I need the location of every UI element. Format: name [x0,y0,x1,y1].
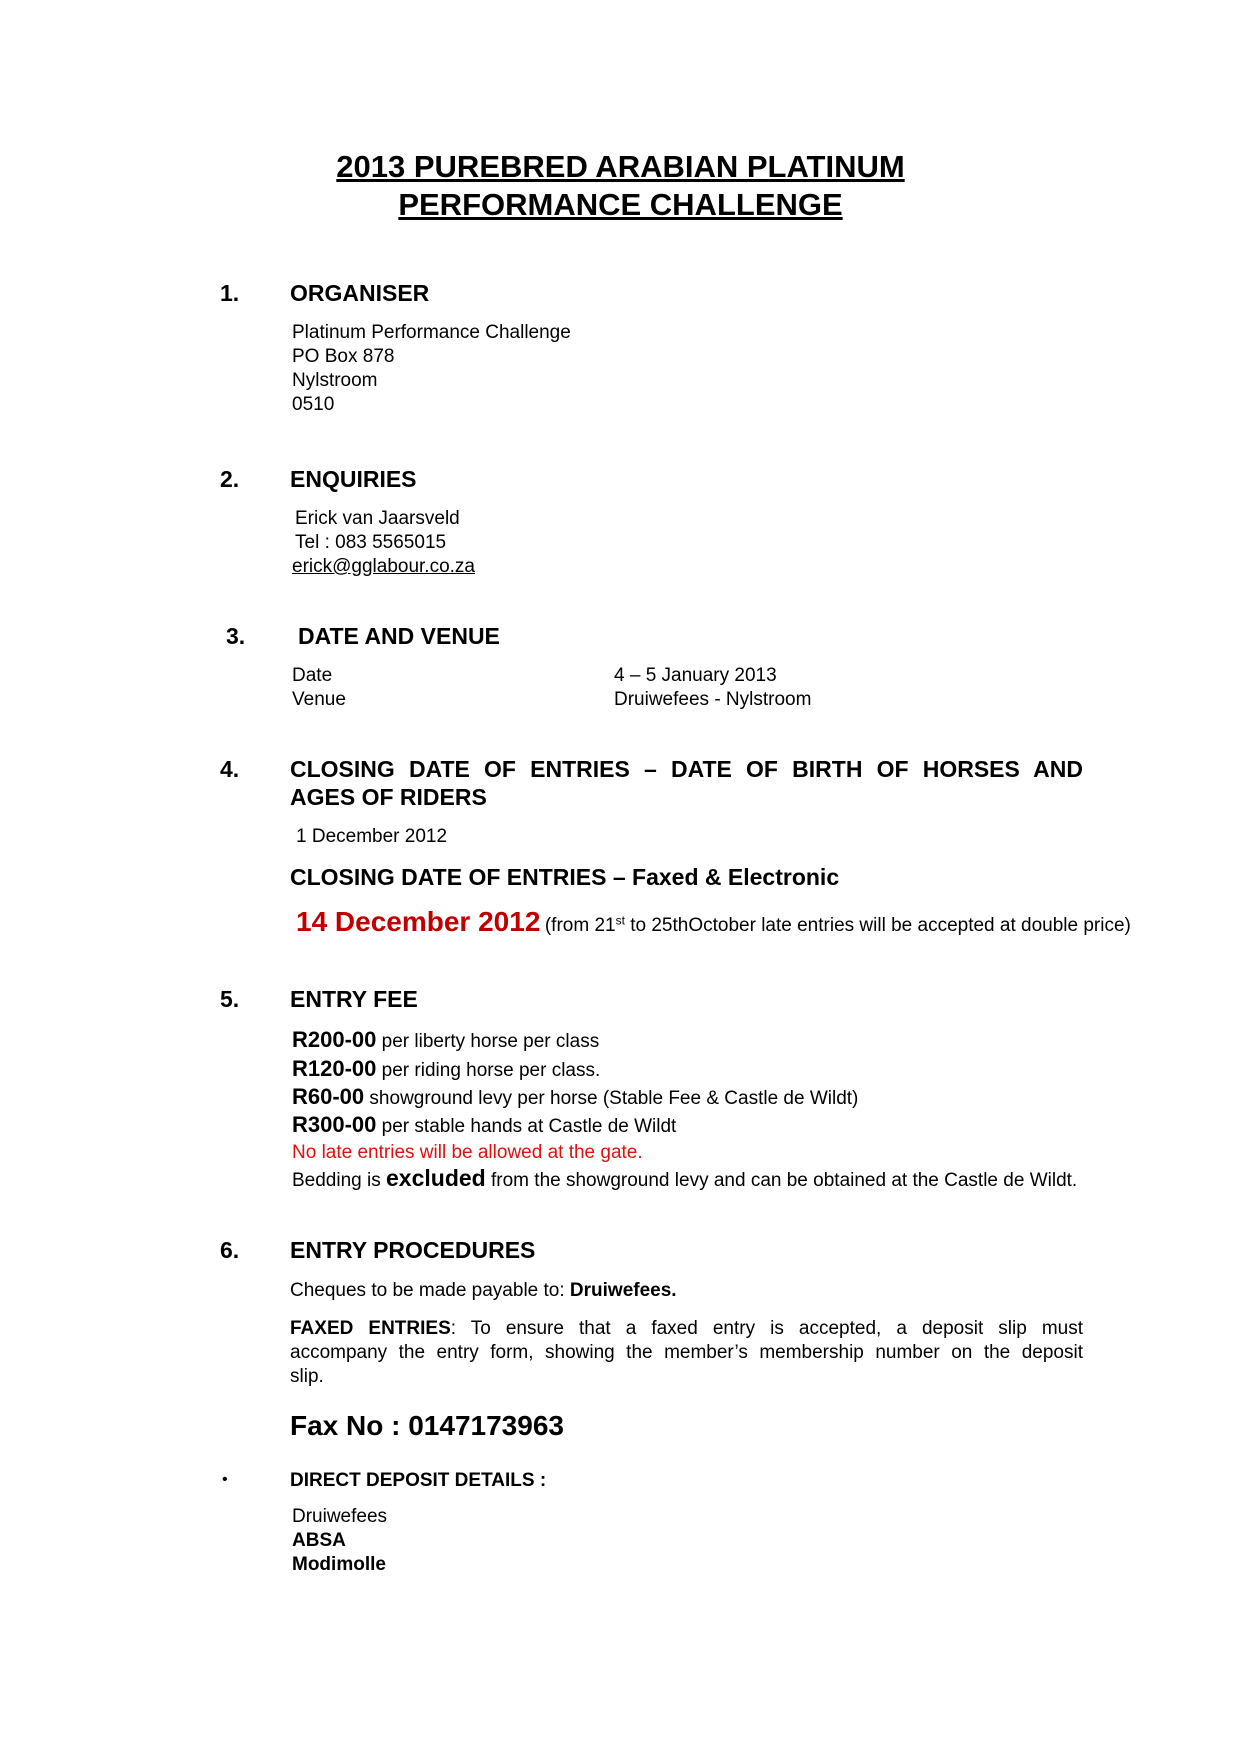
cheques-payable-prefix: Cheques to be made payable to: [290,1280,570,1301]
section-heading-date-venue: DATE AND VENUE [298,623,500,649]
bedding-note-prefix: Bedding is [292,1170,387,1191]
section-heading-closing-date: CLOSING DATE OF ENTRIES – DATE OF BIRTH OF HORSES AND [290,756,1083,782]
section-number: 2. [220,466,240,492]
venue-label: Venue [292,689,346,710]
section-heading-entry-fee: ENTRY FEE [290,986,418,1012]
late-entries-note-sup: st [615,913,625,928]
bedding-note [292,1166,1077,1193]
document-title-line2: PERFORMANCE CHALLENGE [398,187,843,222]
deposit-line: Modimolle [292,1554,386,1575]
closing-date-value: 1 December 2012 [296,826,448,847]
cheques-payee: Druiwefees. [569,1280,677,1301]
date-label: Date [292,665,333,686]
section-heading-organiser: ORGANISER [290,280,430,306]
fax-number: Fax No : 0147173963 [290,1410,564,1441]
venue-value: Druiwefees - Nylstroom [614,689,812,710]
faxed-entries-line1 [290,1317,1083,1341]
section-number: 4. [220,756,240,782]
section-heading-enquiries: ENQUIRIES [290,466,417,492]
document-title-line1: 2013 PUREBRED ARABIAN PLATINUM [336,149,905,184]
deposit-line: Druiwefees [292,1506,388,1527]
fee-row [292,1057,600,1083]
bedding-note-emphasis: excluded [386,1165,486,1191]
enquiries-email-link[interactable]: erick@gglabour.co.za [292,556,475,577]
fee-row [292,1028,599,1054]
organiser-line: 0510 [292,394,335,415]
organiser-line: Nylstroom [292,370,378,391]
enquiries-telephone: Tel : 083 5565015 [295,532,447,553]
organiser-line: PO Box 878 [292,346,395,367]
faxed-entries-label: FAXED ENTRIES [290,1318,451,1339]
late-entries-warning: No late entries will be allowed at the gate. [292,1142,643,1163]
late-entries-line [296,906,1131,938]
faxed-entries-text-line2: accompany the entry form, showing the member’s membership number on the deposit [290,1342,1083,1363]
fee-description: per stable hands at Castle de Wildt [376,1116,677,1137]
closing-date-highlight: 14 December 2012 [296,906,541,937]
cheques-payable-line [290,1279,677,1303]
bedding-note-suffix: from the showground levy and can be obtained at the Castle de Wildt. [485,1170,1078,1191]
fee-description: per liberty horse per class [376,1031,600,1052]
closing-date-subheading: CLOSING DATE OF ENTRIES – Faxed & Electronic [290,864,840,890]
deposit-line: ABSA [292,1530,346,1551]
faxed-entries-text-line1: : To ensure that a faxed entry is accepted, a deposit slip must [450,1318,1083,1339]
fee-amount: R200-00 [292,1027,377,1052]
late-entries-note-prefix: (from 21 [544,915,616,936]
deposit-details-heading: DIRECT DEPOSIT DETAILS : [290,1470,547,1491]
section-number: 6. [220,1237,240,1263]
section-heading-closing-date-cont: AGES OF RIDERS [290,784,487,810]
fee-description: showground levy per horse (Stable Fee & Castle de Wildt) [364,1088,859,1109]
fee-description: per riding horse per class. [376,1060,601,1081]
fee-amount: R300-00 [292,1112,377,1137]
fee-row [292,1113,676,1139]
section-number: 1. [220,280,240,306]
section-number: 3. [226,623,246,649]
organiser-line: Platinum Performance Challenge [292,322,571,343]
section-heading-entry-procedures: ENTRY PROCEDURES [290,1237,536,1263]
bullet-icon: • [222,1471,228,1488]
faxed-entries-text-line3: slip. [290,1366,324,1387]
fee-amount: R120-00 [292,1056,377,1081]
fee-row [292,1085,858,1111]
date-value: 4 – 5 January 2013 [614,665,777,686]
late-entries-note-suffix: to 25thOctober late entries will be accepted at double price) [624,915,1131,936]
section-number: 5. [220,986,240,1012]
enquiries-contact-name: Erick van Jaarsveld [295,508,460,529]
fee-amount: R60-00 [292,1084,365,1109]
